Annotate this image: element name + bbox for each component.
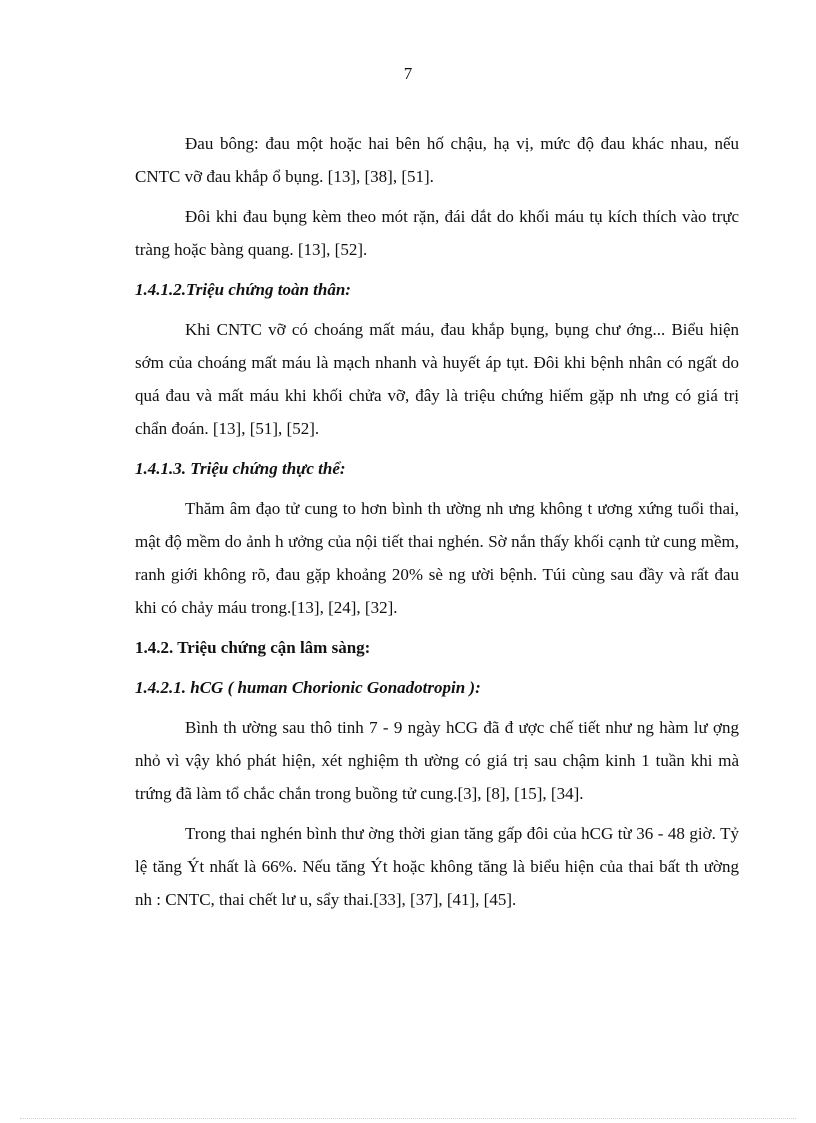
page-number: 7 (403, 64, 413, 83)
paragraph-pain-description: Đau bông: đau một hoặc hai bên hố chậu, hạ vị, mức độ đau khác nhau, nếu CNTC vỡ đau khắp ổ bụng. [13], [38], [51]. (135, 134, 739, 186)
document-body (135, 127, 739, 923)
paragraph-physical-signs: Thăm âm đạo tử cung to hơn bình th ường nh ưng không t ương xứng tuổi thai, mật độ mềm do ảnh h ưởng của nội tiết thai nghén. Sờ nắn thấy khối cạnh tử cung mềm, ranh giới không rõ, đau gặp khoảng 20% sè ng ười bệnh. Túi cùng sau đầy và rất đau khi có chảy máu trong.[13], [24], [32]. (135, 499, 739, 617)
section-heading-paraclinical: 1.4.2. Triệu chứng cận lâm sàng: (135, 638, 371, 657)
paragraph-hcg-normal: Bình th ường sau thô tinh 7 - 9 ngày hCG đã đ ược chế tiết như ng hàm lư ợng nhỏ vì vậy khó phát hiện, xét nghiệm th ường có giá trị sau chậm kinh 1 tuần khi mà trứng đã làm tổ chắc chắn trong buồng tử cung.[3], [8], [15], [34]. (135, 718, 739, 803)
page-bottom-divider (20, 1118, 796, 1119)
section-heading-hcg: 1.4.2.1. hCG ( human Chorionic Gonadotropin ): (135, 678, 481, 697)
section-heading-systemic-symptoms: 1.4.1.2.Triệu chứng toàn thân: (135, 280, 351, 299)
paragraph-systemic-symptoms: Khi CNTC vỡ có choáng mất máu, đau khắp bụng, bụng chư ớng... Biểu hiện sớm của choáng mất máu là mạch nhanh và huyết áp tụt. Đôi khi bệnh nhân có ngất do quá đau và mất máu khi khối chửa vỡ, đây là triệu chứng hiếm gặp nh ưng có giá trị chẩn đoán. [13], [51], [52]. (135, 320, 739, 438)
paragraph-hcg-doubling: Trong thai nghén bình thư ờng thời gian tăng gấp đôi của hCG từ 36 - 48 giờ. Tỷ lệ tăng Ýt nhất là 66%. Nếu tăng Ýt hoặc không tăng là biểu hiện của thai bất th ường nh : CNTC, thai chết lư u, sẩy thai.[33], [37], [41], [45]. (135, 824, 739, 909)
section-heading-physical-signs: 1.4.1.3. Triệu chứng thực thể: (135, 459, 346, 478)
paragraph-associated-symptoms: Đôi khi đau bụng kèm theo mót rặn, đái dắt do khối máu tụ kích thích vào trực tràng hoặc bàng quang. [13], [52]. (135, 207, 739, 259)
